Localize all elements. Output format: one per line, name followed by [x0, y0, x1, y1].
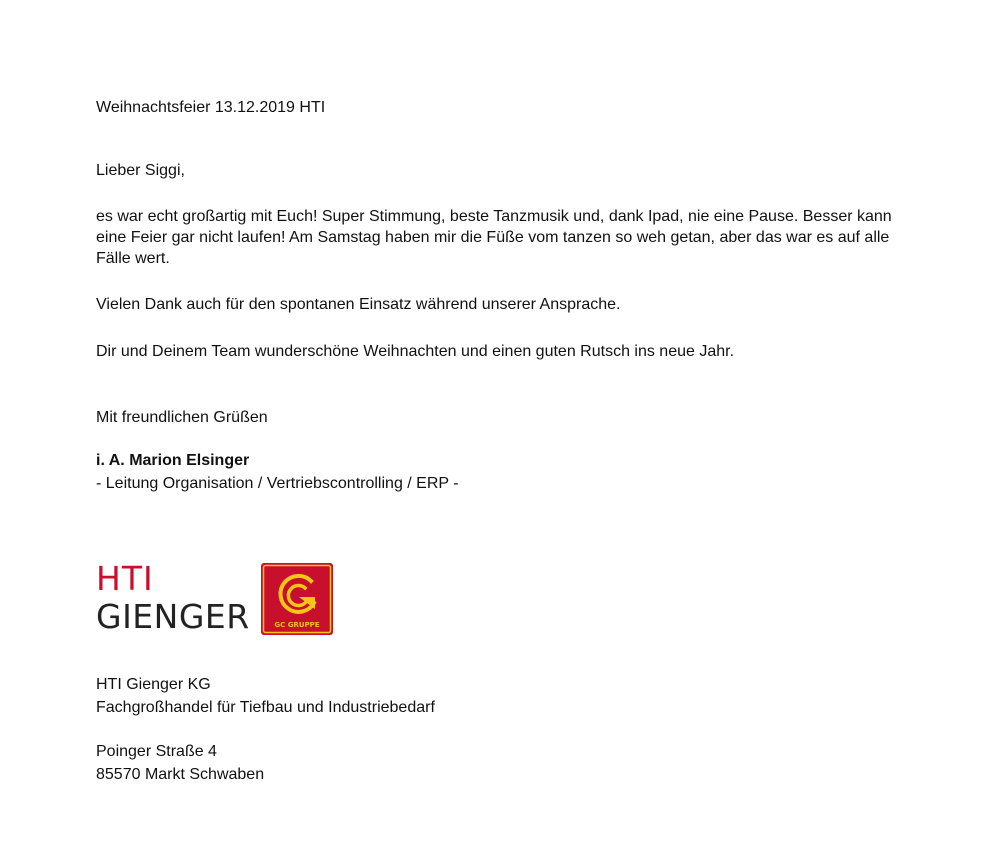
gc-gruppe-logo — [261, 563, 333, 635]
letter-closing: Mit freundlichen Grüßen — [96, 409, 268, 426]
hti-logo-line2: GIENGER — [96, 597, 250, 636]
letter-salutation: Lieber Siggi, — [96, 162, 185, 179]
company-city: 85570 Markt Schwaben — [96, 766, 265, 783]
company-street: Poinger Straße 4 — [96, 743, 217, 760]
company-description: Fachgroßhandel für Tiefbau und Industriebedarf — [96, 699, 435, 716]
signer-role: - Leitung Organisation / Vertriebscontrolling / ERP - — [96, 475, 459, 492]
signer-name: i. A. Marion Elsinger — [96, 452, 250, 469]
gc-gruppe-logo-icon — [261, 563, 333, 635]
letter-paragraph: es war echt großartig mit Euch! Super Stimmung, beste Tanzmusik und, dank Ipad, nie eine Pause. Besser kann eine Feier gar nicht laufen! Am Samstag haben mir die Füße vom tanzen so weh getan, aber das war es auf alle Fälle wert. — [96, 208, 892, 267]
company-name: HTI Gienger KG — [96, 676, 211, 693]
hti-gienger-logo — [96, 559, 250, 637]
letter-paragraph: Vielen Dank auch für den spontanen Einsatz während unserer Ansprache. — [96, 296, 621, 313]
hti-logo-line1: HTI — [96, 559, 154, 598]
letter-paragraph: Dir und Deinem Team wunderschöne Weihnachten und einen guten Rutsch ins neue Jahr. — [96, 343, 735, 360]
gc-badge-text: GC GRUPPE — [274, 621, 320, 629]
letter-subject: Weihnachtsfeier 13.12.2019 HTI — [96, 99, 326, 116]
